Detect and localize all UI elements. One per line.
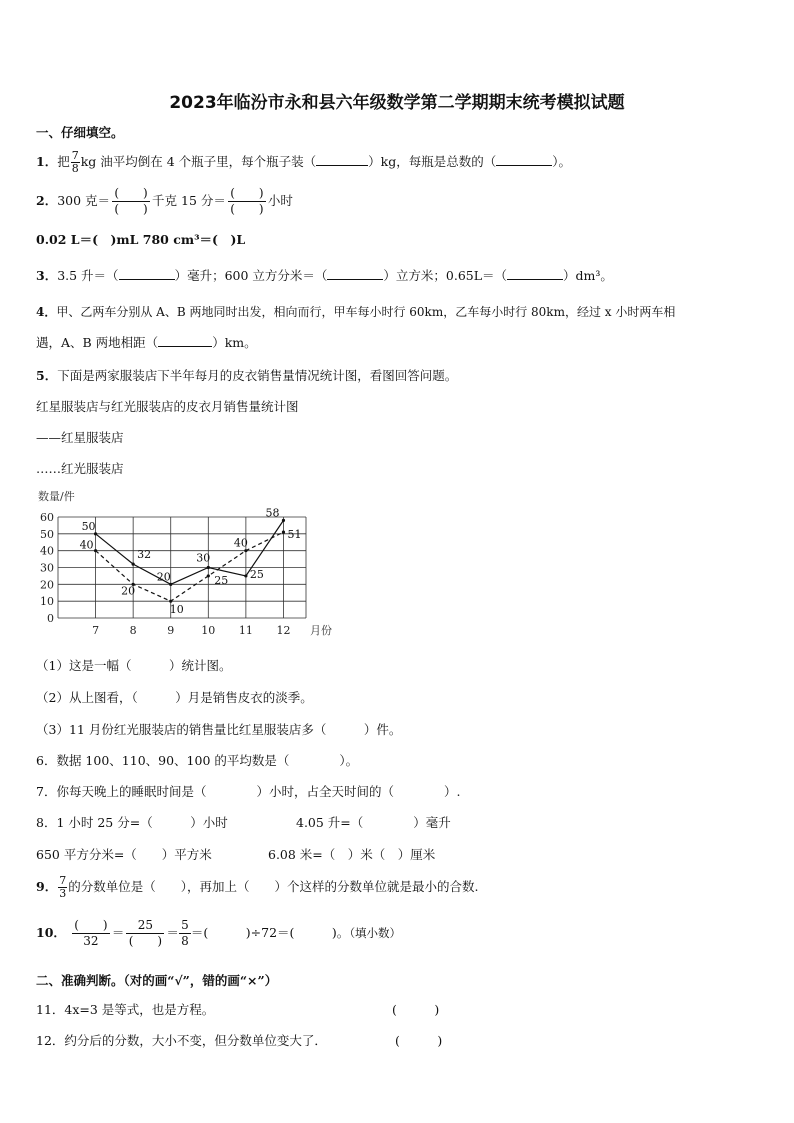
- q2-fraction-1: $\frac{( )}{( )}$: [112, 186, 150, 217]
- q1-blank-1[interactable]: [316, 153, 368, 166]
- legend-dashed: ……红光服装店: [36, 461, 124, 476]
- data-label: 25: [249, 567, 264, 581]
- y-tick-label: 60: [40, 511, 54, 524]
- section-heading-2: 二、准确判断。（对的画“√”，错的画“×”）: [36, 973, 278, 988]
- q1-blank-2[interactable]: [496, 153, 552, 166]
- q3-blank-3[interactable]: [507, 267, 563, 280]
- q2-b: 千克 15 分＝: [152, 193, 226, 208]
- question-8d: 6.08 米=（ ）米（ ）厘米: [268, 847, 436, 862]
- chart-caption: 红星服装店与红光服装店的皮衣月销售量统计图: [36, 399, 299, 414]
- data-point: [244, 574, 247, 577]
- data-label: 40: [233, 536, 248, 550]
- data-label: 50: [81, 519, 96, 533]
- q12-answer-blank[interactable]: ( ): [395, 1033, 443, 1048]
- section-heading-1: 一、仔细填空。: [36, 125, 124, 140]
- question-2: [36, 186, 293, 217]
- q1-end: ）。: [552, 154, 572, 169]
- question-4-line2: 遇，A、B 两地相距（ ）km。: [36, 335, 257, 350]
- question-4-line1: 4．甲、乙两车分别从 A、B 两地同时出发，相向而行，甲车每小时行 60km，乙车每小时行 80km，经过 x 小时两车相: [36, 305, 676, 319]
- question-11: 11．4x=3 是等式，也是方程。: [36, 1002, 215, 1017]
- page-title: 2023年临汾市永和县六年级数学第二学期期末统考模拟试题: [169, 93, 625, 113]
- data-point: [282, 519, 285, 522]
- question-1: [36, 150, 571, 175]
- data-label: 30: [196, 551, 211, 565]
- q3-blank-2[interactable]: [327, 267, 383, 280]
- data-label: 20: [121, 584, 136, 598]
- q1-fraction: $\frac{7}{8}$: [71, 149, 79, 175]
- question-2b: 0.02 L＝( )mL 780 cm³＝( )L: [36, 232, 246, 247]
- q3-a: 3.5 升＝（: [57, 268, 119, 283]
- question-6: 6．数据 100、110、90、100 的平均数是（ ）。: [36, 753, 359, 768]
- q3-d: ）dm³。: [563, 268, 613, 283]
- q3-number: 3．: [36, 268, 58, 283]
- question-5: 5．下面是两家服装店下半年每月的皮衣销售量情况统计图，看图回答问题。: [36, 368, 458, 383]
- data-point: [207, 566, 210, 569]
- x-axis-title: 月份: [310, 624, 332, 637]
- x-tick-label: 7: [92, 624, 100, 637]
- y-tick-label: 0: [47, 612, 54, 625]
- y-axis-title: 数量/件: [38, 490, 75, 503]
- x-tick-label: 10: [201, 624, 216, 637]
- q3-c: ）立方米；0.65L＝（: [383, 268, 508, 283]
- data-label: 32: [137, 548, 152, 562]
- data-point: [207, 574, 210, 577]
- x-tick-label: 12: [276, 624, 291, 637]
- q5-sub-2: （2）从上图看，（ ）月是销售皮衣的淡季。: [36, 690, 313, 705]
- q11-answer-blank[interactable]: ( ): [392, 1002, 440, 1017]
- q4-blank[interactable]: [158, 334, 212, 347]
- q1-mid2: ）kg，每瓶是总数的（: [368, 154, 497, 169]
- data-point: [94, 549, 97, 552]
- q2-a: 300 克＝: [57, 193, 111, 208]
- y-tick-label: 30: [40, 561, 54, 575]
- q1-number: 1．: [36, 154, 58, 169]
- legend-solid: ——红星服装店: [36, 430, 124, 445]
- x-tick-label: 8: [129, 624, 137, 637]
- question-7: 7．你每天晚上的睡眠时间是（ ）小时，占全天时间的（ ）.: [36, 784, 461, 799]
- q1-mid: kg 油平均倒在 4 个瓶子里，每个瓶子装（: [80, 154, 317, 169]
- y-tick-label: 40: [40, 544, 54, 558]
- line-chart: [30, 484, 350, 644]
- data-label: 25: [214, 573, 229, 587]
- question-10: 10． $\frac{( )}{32}$ ＝ $\frac{25}{( )}$ ＝ $\frac{5}{8}$ ＝( )÷72＝( )。（填小数）: [36, 918, 402, 948]
- q10-fraction-2: $\frac{25}{( )}$: [126, 918, 164, 949]
- q2-fraction-2: $\frac{( )}{( )}$: [228, 186, 266, 217]
- q9-fraction: $\frac{7}{3}$: [59, 874, 67, 900]
- question-12: 12．约分后的分数，大小不变，但分数单位变大了．: [36, 1033, 327, 1048]
- q2-c: 小时: [267, 193, 293, 208]
- q3-blank-1[interactable]: [119, 267, 175, 280]
- question-3: [36, 266, 613, 284]
- q3-b: ）毫升；600 立方分米＝（: [174, 268, 328, 283]
- q10-fraction-3: $\frac{5}{8}$: [179, 918, 191, 949]
- x-tick-label: 11: [238, 624, 253, 637]
- data-label: 40: [79, 538, 94, 552]
- data-label: 20: [156, 570, 171, 584]
- y-tick-label: 10: [40, 595, 54, 609]
- q2-number: 2．: [36, 193, 58, 208]
- question-9: 9． $\frac{7}{3}$ 的分数单位是（ ），再加上（ ）个这样的分数单位就是最小的合数.: [36, 874, 479, 900]
- q5-sub-1: （1）这是一幅（ ）统计图。: [36, 658, 232, 673]
- q1-pre: 把: [57, 154, 70, 169]
- question-8b: 4.05 升=（ ）毫升: [296, 815, 451, 830]
- q10-fraction-1: $\frac{( )}{32}$: [72, 918, 110, 949]
- data-point: [132, 563, 135, 566]
- y-tick-label: 50: [40, 527, 54, 541]
- y-tick-label: 20: [40, 578, 54, 592]
- data-point: [282, 531, 285, 534]
- data-label: 10: [169, 603, 184, 617]
- question-8c: 650 平方分米=（ ）平方米: [36, 847, 212, 862]
- x-tick-label: 9: [167, 624, 175, 637]
- q5-sub-3: （3）11 月份红光服装店的销售量比红星服装店多（ ）件。: [36, 722, 402, 737]
- data-label: 58: [265, 506, 280, 520]
- data-label: 51: [287, 528, 302, 542]
- question-8a: 8．1 小时 25 分=（ ）小时: [36, 815, 228, 830]
